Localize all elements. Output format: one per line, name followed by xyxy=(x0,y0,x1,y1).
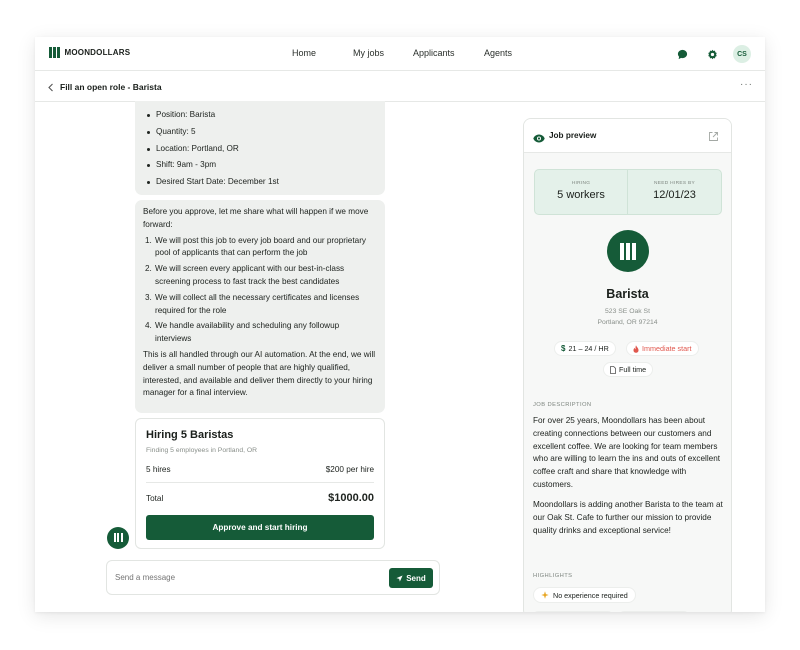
chat-outro: This is all handled through our AI automation. At the end, we will deliver a small number of people that are highly qualified, interested, and available and deliver them directly to your hiring manager for a final interview. xyxy=(143,349,376,398)
step-text: We handle availability and scheduling any followup interviews xyxy=(155,321,340,344)
brand-name: MOONDOLLARS xyxy=(64,48,131,57)
user-avatar[interactable]: CS xyxy=(733,45,751,63)
job-preview-title: Job preview xyxy=(549,131,597,140)
step-text: We will post this job to every job board and our proprietary pool of applicants that can perform the job xyxy=(155,235,367,258)
hiring-title: Hiring 5 Baristas xyxy=(146,429,234,441)
send-button[interactable] xyxy=(389,568,433,588)
step-item xyxy=(143,263,377,289)
nav-actions xyxy=(673,45,751,63)
step-number: 2. xyxy=(145,264,152,274)
chat-intro: Before you approve, let me share what will happen if we move forward: xyxy=(143,207,369,229)
nav-applicants[interactable]: Applicants xyxy=(413,48,455,58)
nav-home[interactable]: Home xyxy=(292,48,317,58)
back-chevron-icon[interactable] xyxy=(43,80,57,94)
job-description-heading: JOB DESCRIPTION xyxy=(533,402,592,408)
hires-row xyxy=(146,465,374,474)
summary-item: Location: Portland, OR xyxy=(147,143,377,160)
settings-gear-icon[interactable] xyxy=(703,45,721,63)
job-description-paragraph: Moondollars is adding another Barista to the team at our Oak St. Cafe to further our mission to provide quality drinks and exceptional service! xyxy=(533,500,723,535)
company-logo xyxy=(607,230,649,272)
summary-item: Position: Barista xyxy=(147,109,377,126)
hiring-count-stat xyxy=(535,170,628,214)
job-description-paragraph: For over 25 years, Moondollars has been about creating connections between our customers and excellent coffee. We are looking for team members who are willing to learn the ins and outs of excellent coffee craft and share that knowledge with customers. xyxy=(533,416,721,489)
external-link-icon[interactable] xyxy=(708,129,719,147)
chat-summary-bubble xyxy=(135,101,385,195)
hires-label: 5 hires xyxy=(146,465,171,474)
chat-icon[interactable] xyxy=(673,45,691,63)
step-text: We will collect all the necessary certificates and licenses required for the role xyxy=(155,292,360,315)
more-options-icon[interactable]: ··· xyxy=(740,79,753,90)
employment-type: Full time xyxy=(619,365,647,374)
highlight-chip xyxy=(533,587,636,603)
need-by-stat xyxy=(628,170,721,214)
highlight-chip-partial xyxy=(619,611,689,612)
immediate-start-label: Immediate start xyxy=(642,344,692,353)
chat-steps-bubble xyxy=(135,200,385,413)
pay-rate-chip xyxy=(554,341,616,356)
need-by-value: 12/01/23 xyxy=(653,189,696,201)
job-preview-panel xyxy=(523,118,732,612)
summary-item: Shift: 9am - 3pm xyxy=(147,159,377,176)
total-label: Total xyxy=(146,494,164,503)
employment-type-chip xyxy=(603,362,653,377)
address-line-2: Portland, OR 97214 xyxy=(597,319,658,326)
hiring-subtitle: Finding 5 employees in Portland, OR xyxy=(146,447,258,454)
step-number: 4. xyxy=(145,321,152,331)
message-input[interactable] xyxy=(115,573,355,582)
step-item xyxy=(143,320,377,346)
page-title: Fill an open role - Barista xyxy=(60,82,162,92)
job-preview-header xyxy=(524,119,731,153)
top-navbar xyxy=(35,37,765,71)
assistant-avatar xyxy=(107,527,129,549)
highlight-label: No experience required xyxy=(553,590,628,600)
summary-item: Quantity: 5 xyxy=(147,126,377,143)
hiring-stats xyxy=(534,169,722,215)
flame-icon xyxy=(633,345,639,353)
hiring-label: HIRING xyxy=(571,181,591,186)
moondollars-logo-icon xyxy=(620,243,636,260)
immediate-start-chip xyxy=(626,341,699,356)
step-number: 3. xyxy=(145,292,152,302)
total-row xyxy=(146,494,374,503)
need-by-label: NEED HIRES BY xyxy=(654,181,695,186)
hire-rate: $200 per hire xyxy=(325,465,374,474)
step-number: 1. xyxy=(145,235,152,245)
nav-my-jobs[interactable]: My jobs xyxy=(353,48,385,58)
step-item xyxy=(143,235,377,261)
divider xyxy=(146,482,374,483)
hiring-summary-card xyxy=(135,418,385,549)
summary-item: Desired Start Date: December 1st xyxy=(147,176,377,193)
hiring-value: 5 workers xyxy=(557,189,605,201)
eye-icon xyxy=(533,130,545,148)
send-plane-icon xyxy=(396,575,403,582)
moondollars-logo-icon xyxy=(49,47,60,58)
total-value: $1000.00 xyxy=(328,492,374,504)
job-role-title: Barista xyxy=(606,287,649,301)
step-text: We will screen every applicant with our best-in-class screening process to fast track the best candidates xyxy=(155,264,345,286)
nav-agents[interactable]: Agents xyxy=(484,48,513,58)
send-label: Send xyxy=(406,573,426,583)
sparkle-icon xyxy=(541,591,549,599)
highlights-heading: HIGHLIGHTS xyxy=(533,573,573,579)
step-item xyxy=(143,292,377,318)
app-window xyxy=(35,37,765,612)
moondollars-logo-icon xyxy=(114,533,123,544)
pay-rate: 21 – 24 / HR xyxy=(568,344,609,353)
address-line-1: 523 SE Oak St xyxy=(605,308,650,315)
document-icon xyxy=(610,366,616,374)
message-composer xyxy=(106,560,440,595)
page-header xyxy=(35,72,765,102)
dollar-icon: $ xyxy=(561,344,566,353)
highlight-chip-partial xyxy=(533,611,613,612)
approve-and-start-hiring-button[interactable]: Approve and start hiring xyxy=(146,515,374,540)
brand-logo[interactable] xyxy=(49,47,130,58)
